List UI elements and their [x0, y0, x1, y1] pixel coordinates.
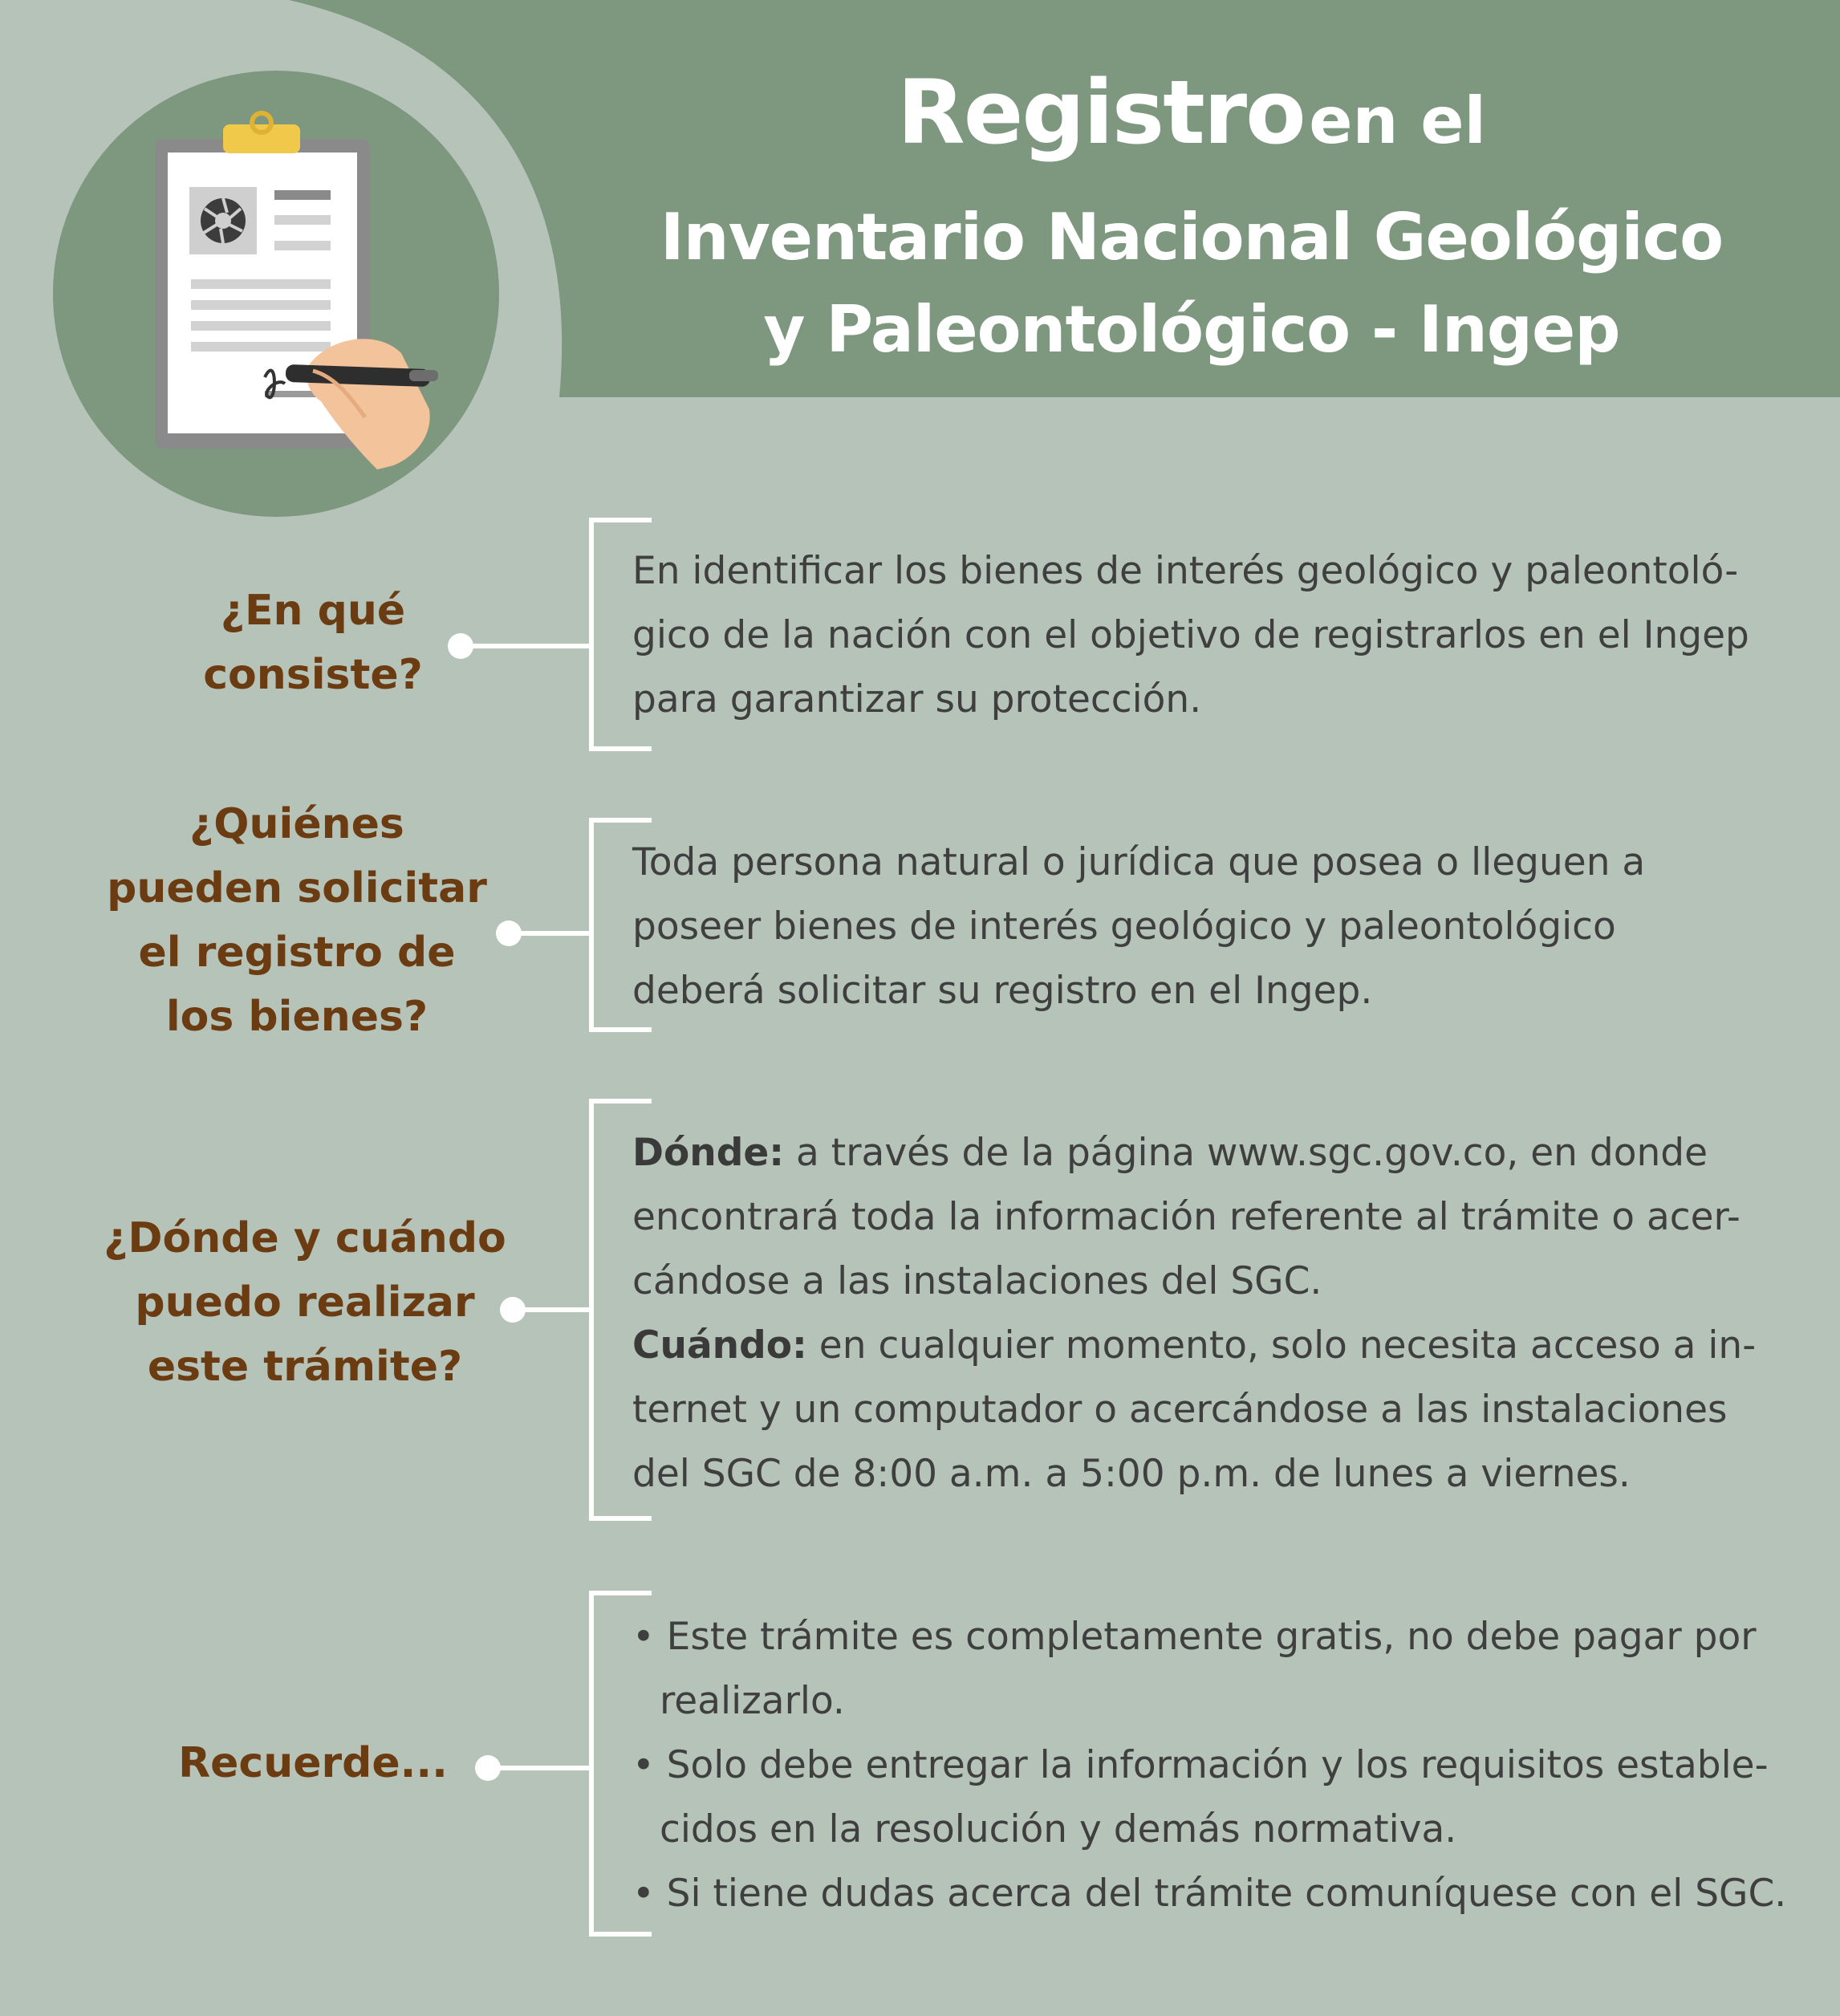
- donde-label: Dónde:: [632, 1131, 785, 1175]
- question-en-que-consiste: ¿En qué consiste?: [203, 587, 423, 699]
- list-item: • Solo debe entregar la información y los requisitos estable-: [632, 1743, 1769, 1787]
- title-line-2: Inventario Nacional Geológico: [660, 200, 1724, 274]
- question-donde-y-cuando: ¿Dónde y cuándo puedo realizar este trámite?: [104, 1214, 506, 1391]
- title-line-1: [610, 60, 1773, 191]
- title-word-registro: Registro: [897, 61, 1305, 164]
- cuando-label: Cuándo:: [632, 1323, 807, 1368]
- title-line-3: y Paleontológico - Ingep: [763, 292, 1620, 367]
- answer-recuerde: • Este trámite es completamente gratis, no debe pagar por realizarlo. • Solo debe entregar la información y los requisitos estable- cidos en la resolución y demás normativa. • Si tiene dudas acerca del trámite comuníquese con el SGC.: [632, 1605, 1804, 1926]
- question-quienes-pueden-solicitar: ¿Quiénes pueden solicitar el registro de los bienes?: [107, 800, 487, 1041]
- answer-en-que-consiste: En identificar los bienes de interés geológico y paleontoló- gico de la nación con el objetivo de registrarlos en el Ingep para garantizar su protección.: [632, 549, 1749, 721]
- page-title: [610, 60, 1773, 376]
- answer-quienes-pueden-solicitar: Toda persona natural o jurídica que posea o lleguen a poseer bienes de interés geológico y paleontológico deberá solicitar su registro en el Ingep.: [632, 840, 1646, 1013]
- answer-donde-y-cuando: Dónde: a través de la página www.sgc.gov.co, en donde encontrará toda la información referente al trámite o acer- cándose a las instalaciones del SGC. Cuándo: en cualquier momento, solo necesita acceso a in- ternet y un computador o acercándose a las instalaciones del SGC de 8:00 a.m. a 5:00 p.m. de lunes a viernes.: [632, 1131, 1757, 1496]
- clipboard-signing-icon: [53, 71, 499, 517]
- list-item: • Si tiene dudas acerca del trámite comuníquese con el SGC.: [632, 1872, 1787, 1916]
- question-recuerde: Recuerde...: [178, 1739, 448, 1787]
- title-word-en-el: en el: [1309, 83, 1486, 158]
- list-item: • Este trámite es completamente gratis, no debe pagar por: [632, 1615, 1757, 1659]
